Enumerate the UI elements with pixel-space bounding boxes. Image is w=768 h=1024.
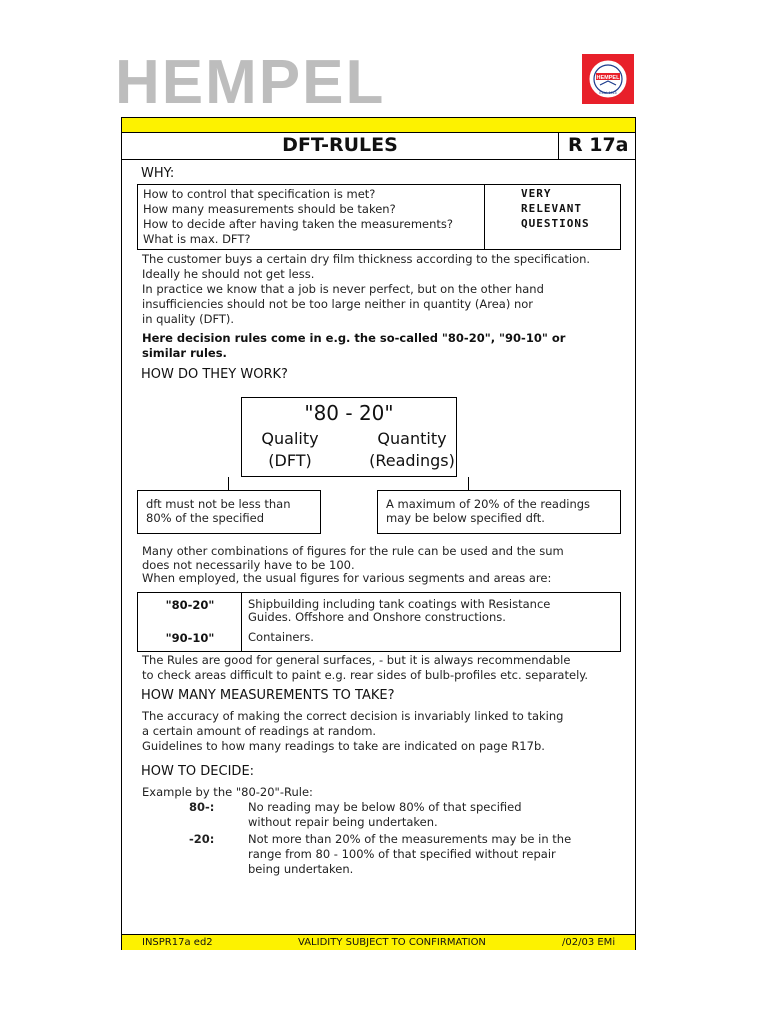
rules-note: The Rules are good for general surfaces, - but it is always recommendable to check areas difficult to paint e.g. rear sides of bulb-profiles etc. separately. bbox=[142, 653, 589, 682]
questions-note: QUESTIONS bbox=[521, 217, 590, 230]
how-work-heading: HOW DO THEY WORK? bbox=[141, 367, 288, 382]
connector-line bbox=[228, 477, 229, 491]
brand-logo: HEMPEL bbox=[115, 48, 386, 117]
measurements-paragraph: The accuracy of making the correct decision is invariably linked to taking a certain amount of readings at random. Guidelines to how many readings to take are indicated on page R17b. bbox=[142, 709, 564, 753]
quantity-explanation-box: A maximum of 20% of the readings may be below specified dft. bbox=[377, 490, 621, 534]
question-item: How to decide after having taken the measurements? bbox=[143, 217, 453, 231]
intro-bold-paragraph: Here decision rules come in e.g. the so-called "80-20", "90-10" or similar rules. bbox=[142, 331, 566, 360]
why-heading: WHY: bbox=[141, 166, 175, 181]
footer-doc-id: INSPR17a ed2 bbox=[142, 937, 213, 948]
rule-title: "80 - 20" bbox=[304, 401, 394, 425]
rule-key: 80-: bbox=[189, 800, 215, 814]
questions-note: RELEVANT bbox=[521, 202, 582, 215]
rule-text: No reading may be below 80% of that specified without repair being undertaken. bbox=[248, 800, 522, 829]
combinations-table bbox=[137, 592, 621, 652]
combinations-paragraph: Many other combinations of figures for the rule can be used and the sum does not necessarily have to be 100. When employed, the usual figures for various segments and areas are: bbox=[142, 544, 564, 585]
top-color-band bbox=[122, 118, 635, 133]
table-row-key: "90-10" bbox=[165, 631, 215, 645]
questions-divider bbox=[484, 184, 485, 250]
rule-key: -20: bbox=[189, 832, 215, 846]
quantity-label: Quantity (Readings) bbox=[369, 429, 455, 470]
intro-paragraph: The customer buys a certain dry film thickness according to the specification. Ideally he should not get less. In practice we know that a job is never perfect, but on the other hand insufficiencies should not be too large neither in quantity (Area) nor in quality (DFT). bbox=[142, 252, 591, 326]
measurements-heading: HOW MANY MEASUREMENTS TO TAKE? bbox=[141, 688, 395, 703]
footer-date: /02/03 EMi bbox=[562, 937, 616, 948]
question-item: How many measurements should be taken? bbox=[143, 202, 396, 216]
table-row-value: Containers. bbox=[248, 630, 314, 644]
decide-heading: HOW TO DECIDE: bbox=[141, 764, 255, 779]
table-divider bbox=[241, 592, 242, 652]
page-title: DFT-RULES bbox=[282, 134, 398, 156]
footer-band bbox=[122, 934, 635, 950]
title-row bbox=[122, 133, 635, 160]
hempel-seal-icon bbox=[582, 54, 634, 104]
questions-note: VERY bbox=[521, 187, 552, 200]
svg-text:Estd. 1915: Estd. 1915 bbox=[599, 91, 617, 95]
table-row-value: Shipbuilding including tank coatings with Resistance Guides. Offshore and Onshore constructions. bbox=[248, 597, 551, 624]
decide-example: Example by the "80-20"-Rule: bbox=[142, 785, 313, 799]
quality-label: Quality (DFT) bbox=[261, 429, 319, 470]
question-item: How to control that specification is met? bbox=[143, 187, 376, 201]
question-item: What is max. DFT? bbox=[143, 232, 251, 246]
quality-explanation-box: dft must not be less than 80% of the specified bbox=[137, 490, 321, 534]
page-code: R 17a bbox=[568, 134, 629, 156]
table-row-key: "80-20" bbox=[165, 598, 215, 612]
rule-text: Not more than 20% of the measurements may be in the range from 80 - 100% of that specified without repair being undertaken. bbox=[248, 832, 572, 876]
title-divider bbox=[558, 132, 559, 159]
questions-box bbox=[137, 184, 621, 250]
svg-text:HEMPEL: HEMPEL bbox=[596, 75, 620, 81]
connector-line bbox=[468, 477, 469, 491]
footer-validity: VALIDITY SUBJECT TO CONFIRMATION bbox=[298, 937, 486, 948]
